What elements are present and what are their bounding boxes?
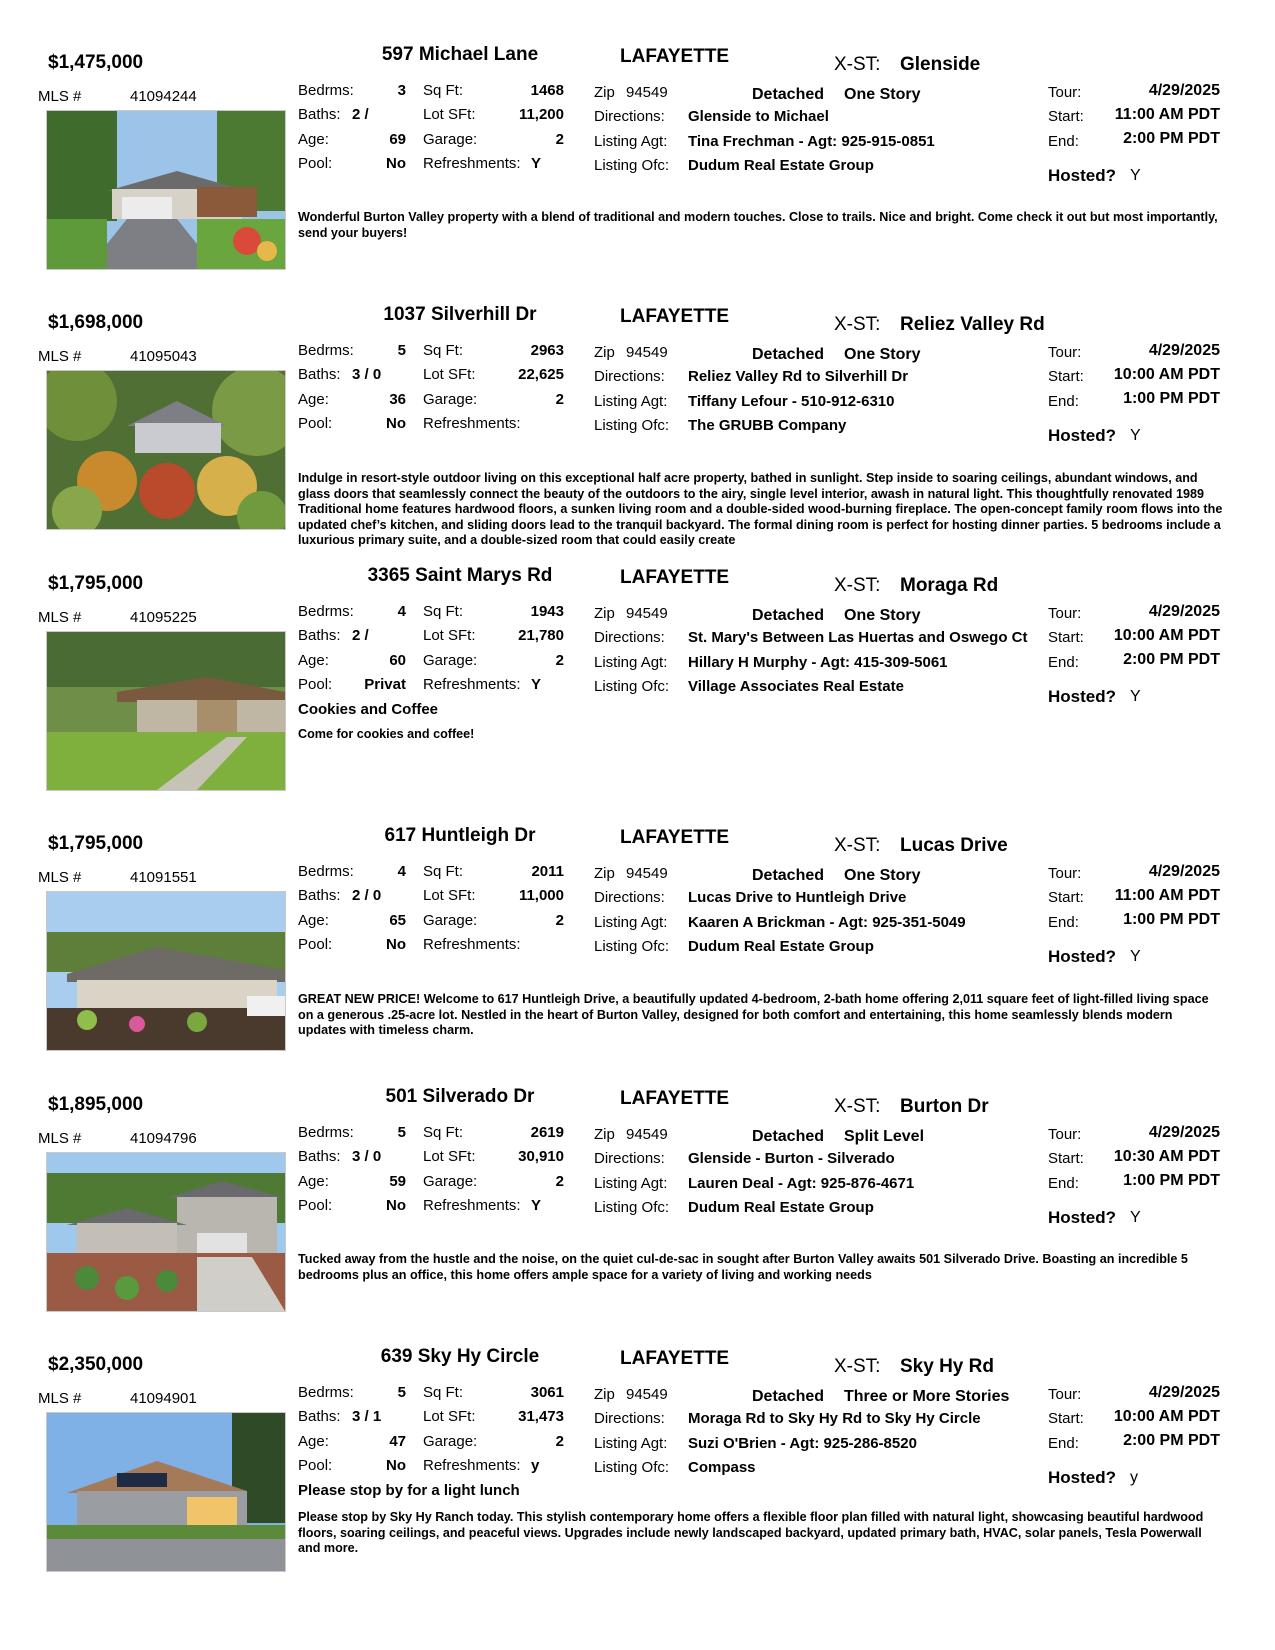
zip-value: 94549 [626,84,668,101]
sqft-value: 2619 [530,1124,564,1141]
directions-label: Directions: [594,108,665,125]
start-label: Start: [1048,1410,1084,1427]
listing-card [0,817,1275,1077]
tour-date: 4/29/2025 [1148,1124,1220,1141]
property-photo[interactable] [46,631,286,791]
end-time: 1:00 PM PDT [1123,390,1220,407]
start-time: 10:00 AM PDT [1113,366,1220,383]
cross-street: Sky Hy Rd [900,1356,994,1377]
bedrms-value: 5 [397,342,406,359]
property-style: One Story [844,607,921,624]
cross-street-label: X-ST: [834,54,881,75]
lotsft-label: Lot SFt: [423,1408,476,1425]
age-label: Age: [298,131,329,148]
city: LAFAYETTE [620,306,730,327]
end-label: End: [1048,1175,1079,1192]
listing-office: Compass [688,1459,756,1476]
mls-number: 41095225 [130,609,197,626]
listing-agent: Tiffany Lefour - 510-912-6310 [688,393,895,410]
property-style: Split Level [844,1128,925,1145]
zip-value: 94549 [626,1386,668,1403]
mls-label: MLS # [38,1390,82,1407]
cross-street: Moraga Rd [900,575,999,596]
baths-label: Baths: [298,627,341,644]
property-style: One Story [844,867,921,884]
listing-office: The GRUBB Company [688,417,847,434]
directions-label: Directions: [594,1410,665,1427]
zip-value: 94549 [626,344,668,361]
hosted-label: Hosted? [1048,166,1116,185]
price: $1,795,000 [48,833,144,854]
open-house-note: Cookies and Coffee [298,701,439,718]
property-photo[interactable] [46,1152,286,1312]
zip-label: Zip [594,865,615,882]
bedrms-value: 4 [397,863,406,880]
listing-card [0,1078,1275,1338]
directions-value: St. Mary's Between Las Huertas and Oswego Ct [688,629,1028,646]
lotsft-label: Lot SFt: [423,627,476,644]
address: 1037 Silverhill Dr [383,304,537,325]
sqft-label: Sq Ft: [423,603,464,620]
start-label: Start: [1048,889,1084,906]
refreshments-label: Refreshments: [423,155,521,172]
property-type: Detached [752,86,825,103]
tour-label: Tour: [1048,344,1082,361]
sqft-label: Sq Ft: [423,863,464,880]
age-label: Age: [298,652,329,669]
age-value: 69 [389,131,406,148]
sqft-value: 1943 [530,603,564,620]
cross-street-label: X-ST: [834,314,881,335]
price: $1,795,000 [48,573,144,594]
bedrms-label: Bedrms: [298,342,354,359]
listing-office-label: Listing Ofc: [594,1459,670,1476]
baths-label: Baths: [298,106,341,123]
listing-description: GREAT NEW PRICE! Welcome to 617 Huntleigh Drive, a beautifully updated 4-bedroom, 2-bath home offering 2,011 square feet of light-filled living space on a generous .25-acre lot. Nestled in the heart of Burton Valley, designed for both comfort and entertaining, this home seamlessly blends modern updates with timeless charm. [298,992,1209,1037]
listing-office-label: Listing Ofc: [594,157,670,174]
zip-label: Zip [594,84,615,101]
pool-value: No [386,936,406,953]
tour-date: 4/29/2025 [1148,342,1220,359]
property-photo[interactable] [46,370,286,530]
listing-agent-label: Listing Agt: [594,393,668,410]
baths-value: 3 / 1 [352,1408,382,1425]
tour-date: 4/29/2025 [1148,603,1220,620]
mls-number: 41094796 [130,1130,197,1147]
directions-value: Lucas Drive to Huntleigh Drive [688,889,907,906]
baths-value: 3 / 0 [352,366,382,383]
listing-agent: Suzi O'Brien - Agt: 925-286-8520 [688,1435,917,1452]
property-type: Detached [752,346,825,363]
hosted-value: y [1130,1469,1138,1486]
pool-label: Pool: [298,1197,333,1214]
pool-label: Pool: [298,1457,333,1474]
listing-description: Wonderful Burton Valley property with a blend of traditional and modern touches. Close to trails. Nice and bright. Come check it out but most importantly, send your buyers! [298,210,1218,240]
listing-card [0,557,1275,817]
age-label: Age: [298,912,329,929]
end-label: End: [1048,914,1079,931]
city: LAFAYETTE [620,567,730,588]
listing-agent: Hillary H Murphy - Agt: 415-309-5061 [688,654,948,671]
lotsft-label: Lot SFt: [423,887,476,904]
refreshments-value: Y [531,676,542,693]
pool-value: No [386,1197,406,1214]
directions-label: Directions: [594,1150,665,1167]
pool-label: Pool: [298,676,333,693]
zip-label: Zip [594,1126,615,1143]
directions-label: Directions: [594,889,665,906]
address: 501 Silverado Dr [385,1086,535,1107]
price: $1,895,000 [48,1094,144,1115]
lotsft-value: 22,625 [518,366,564,383]
baths-label: Baths: [298,887,341,904]
property-photo[interactable] [46,891,286,1051]
garage-label: Garage: [423,912,478,929]
listing-agent-label: Listing Agt: [594,914,668,931]
listing-office: Dudum Real Estate Group [688,1199,874,1216]
city: LAFAYETTE [620,1348,730,1369]
listing-agent: Kaaren A Brickman - Agt: 925-351-5049 [688,914,966,931]
mls-number: 41094901 [130,1390,197,1407]
pool-label: Pool: [298,415,333,432]
refreshments-label: Refreshments: [423,936,521,953]
lotsft-label: Lot SFt: [423,1148,476,1165]
hosted-value: Y [1130,688,1141,705]
lotsft-value: 21,780 [518,627,564,644]
sqft-value: 2011 [531,863,564,880]
refreshments-value: Y [531,155,542,172]
cross-street-label: X-ST: [834,1356,881,1377]
listing-card [0,36,1275,296]
lotsft-value: 11,000 [518,887,564,904]
mls-number: 41091551 [130,869,197,886]
lotsft-label: Lot SFt: [423,106,476,123]
hosted-label: Hosted? [1048,947,1116,966]
cross-street-label: X-ST: [834,1096,881,1117]
mls-label: MLS # [38,609,82,626]
directions-value: Glenside - Burton - Silverado [688,1150,895,1167]
start-label: Start: [1048,108,1084,125]
listing-agent-label: Listing Agt: [594,654,668,671]
baths-label: Baths: [298,1148,341,1165]
property-style: Three or More Stories [844,1388,1010,1405]
sqft-label: Sq Ft: [423,1384,464,1401]
start-label: Start: [1048,629,1084,646]
age-label: Age: [298,1173,329,1190]
listing-card [0,296,1275,556]
bedrms-label: Bedrms: [298,82,354,99]
listing-office: Dudum Real Estate Group [688,938,874,955]
baths-value: 2 / [352,106,369,123]
tour-date: 4/29/2025 [1148,1384,1220,1401]
directions-value: Glenside to Michael [688,108,829,125]
age-value: 36 [389,391,406,408]
property-photo[interactable] [46,1412,286,1572]
age-label: Age: [298,391,329,408]
pool-value: No [386,1457,406,1474]
zip-label: Zip [594,605,615,622]
bedrms-label: Bedrms: [298,863,354,880]
listing-card [0,1338,1275,1598]
garage-label: Garage: [423,391,478,408]
garage-value: 2 [555,1433,564,1450]
garage-value: 2 [555,391,564,408]
zip-value: 94549 [626,1126,668,1143]
price: $2,350,000 [48,1354,144,1375]
sqft-label: Sq Ft: [423,82,464,99]
mls-label: MLS # [38,88,82,105]
cross-street: Glenside [900,54,981,75]
end-label: End: [1048,393,1079,410]
city: LAFAYETTE [620,827,730,848]
start-time: 11:00 AM PDT [1114,106,1220,123]
refreshments-label: Refreshments: [423,1457,521,1474]
pool-value: No [386,415,406,432]
end-label: End: [1048,1435,1079,1452]
end-label: End: [1048,133,1079,150]
bedrms-label: Bedrms: [298,603,354,620]
bedrms-label: Bedrms: [298,1124,354,1141]
baths-value: 3 / 0 [352,1148,382,1165]
garage-value: 2 [555,912,564,929]
listing-agent: Tina Frechman - Agt: 925-915-0851 [688,133,935,150]
property-style: One Story [844,346,921,363]
lotsft-value: 31,473 [518,1408,564,1425]
cross-street: Burton Dr [900,1096,989,1117]
pool-value: Privat [364,676,406,693]
directions-label: Directions: [594,368,665,385]
tour-label: Tour: [1048,605,1082,622]
bedrms-value: 5 [397,1124,406,1141]
mls-number: 41094244 [130,88,197,105]
zip-value: 94549 [626,865,668,882]
garage-label: Garage: [423,652,478,669]
address: 639 Sky Hy Circle [380,1346,540,1367]
tour-label: Tour: [1048,84,1082,101]
listing-description: Please stop by Sky Hy Ranch today. This stylish contemporary home offers a flexible floor plan filled with natural light, showcasing beautiful hardwood floors, soaring ceilings, and peaceful views. Upgrades include newly landscaped backyard, updated primary bath, HVAC, solar panels, Tesla Powerwall and more. [298,1510,1204,1555]
hosted-value: Y [1130,167,1141,184]
age-value: 60 [389,652,406,669]
mls-number: 41095043 [130,348,197,365]
property-photo[interactable] [46,110,286,270]
cross-street: Lucas Drive [900,835,1008,856]
directions-value: Reliez Valley Rd to Silverhill Dr [688,368,909,385]
age-value: 59 [389,1173,406,1190]
pool-label: Pool: [298,155,333,172]
tour-date: 4/29/2025 [1148,82,1220,99]
tour-date: 4/29/2025 [1148,863,1220,880]
hosted-label: Hosted? [1048,1208,1116,1227]
hosted-value: Y [1130,427,1141,444]
zip-label: Zip [594,1386,615,1403]
hosted-label: Hosted? [1048,1468,1116,1487]
directions-value: Moraga Rd to Sky Hy Rd to Sky Hy Circle [688,1410,981,1427]
pool-label: Pool: [298,936,333,953]
lotsft-value: 11,200 [518,106,564,123]
listing-agent-label: Listing Agt: [594,1435,668,1452]
sqft-value: 3061 [530,1384,564,1401]
cross-street-label: X-ST: [834,835,881,856]
garage-label: Garage: [423,131,478,148]
price: $1,475,000 [48,52,144,73]
refreshments-value: Y [531,1197,542,1214]
garage-value: 2 [555,652,564,669]
city: LAFAYETTE [620,1088,730,1109]
listing-agent: Lauren Deal - Agt: 925-876-4671 [688,1175,915,1192]
hosted-label: Hosted? [1048,426,1116,445]
refreshments-label: Refreshments: [423,1197,521,1214]
start-time: 10:30 AM PDT [1113,1148,1220,1165]
bedrms-value: 4 [397,603,406,620]
baths-label: Baths: [298,1408,341,1425]
end-time: 1:00 PM PDT [1123,911,1220,928]
end-time: 2:00 PM PDT [1123,651,1220,668]
property-type: Detached [752,867,825,884]
bedrms-label: Bedrms: [298,1384,354,1401]
listing-office-label: Listing Ofc: [594,678,670,695]
lotsft-label: Lot SFt: [423,366,476,383]
listing-office-label: Listing Ofc: [594,938,670,955]
end-label: End: [1048,654,1079,671]
hosted-value: Y [1130,1209,1141,1226]
garage-label: Garage: [423,1173,478,1190]
mls-label: MLS # [38,348,82,365]
directions-label: Directions: [594,629,665,646]
mls-label: MLS # [38,869,82,886]
age-label: Age: [298,1433,329,1450]
start-label: Start: [1048,1150,1084,1167]
garage-value: 2 [555,1173,564,1190]
bedrms-value: 5 [397,1384,406,1401]
property-type: Detached [752,1128,825,1145]
age-value: 65 [389,912,406,929]
listing-description: Indulge in resort-style outdoor living on this exceptional half acre property, bathed in sunlight. Step inside to soaring ceilings, abundant windows, and glass doors that seamlessly connect the beauty of the outdoors to the airy, single level interior, awash in natural light. This thoughtfully renovated 1989 Traditional home features hardwood floors, a sunken living room and a double-sided wood-burning fireplace. The open-concept family room flows into the updated chef’s kitchen, and sliding doors lead to the tranquil backyard. The formal dining room is perfect for hosting dinner parties. 5 bedrooms include a luxurious primary suite, and a double-sized room that could easily create [298,471,1223,547]
end-time: 2:00 PM PDT [1123,130,1220,147]
listing-description: Tucked away from the hustle and the noise, on the quiet cul-de-sac in sought after Burton Valley awaits 501 Silverado Drive. Boasting an incredible 5 bedrooms plus an office, this home offers ample space for a variety of living and working needs [298,1252,1188,1282]
listing-office: Village Associates Real Estate [688,678,904,695]
sqft-value: 2963 [530,342,564,359]
property-type: Detached [752,1388,825,1405]
listing-office: Dudum Real Estate Group [688,157,874,174]
baths-value: 2 / 0 [352,887,382,904]
pool-value: No [386,155,406,172]
refreshments-label: Refreshments: [423,676,521,693]
end-time: 2:00 PM PDT [1123,1432,1220,1449]
bedrms-value: 3 [397,82,406,99]
property-type: Detached [752,607,825,624]
listing-office-label: Listing Ofc: [594,1199,670,1216]
zip-value: 94549 [626,605,668,622]
price: $1,698,000 [48,312,144,333]
tour-label: Tour: [1048,865,1082,882]
hosted-value: Y [1130,948,1141,965]
hosted-label: Hosted? [1048,687,1116,706]
address: 597 Michael Lane [381,44,539,65]
end-time: 1:00 PM PDT [1123,1172,1220,1189]
listing-description: Come for cookies and coffee! [298,727,475,741]
city: LAFAYETTE [620,46,730,67]
start-time: 10:00 AM PDT [1113,1408,1220,1425]
address: 3365 Saint Marys Rd [367,565,553,586]
refreshments-value: y [531,1457,540,1474]
listing-agent-label: Listing Agt: [594,133,668,150]
cross-street: Reliez Valley Rd [900,314,1045,335]
lotsft-value: 30,910 [518,1148,564,1165]
baths-value: 2 / [352,627,369,644]
start-time: 11:00 AM PDT [1114,887,1220,904]
tour-label: Tour: [1048,1386,1082,1403]
tour-label: Tour: [1048,1126,1082,1143]
baths-label: Baths: [298,366,341,383]
zip-label: Zip [594,344,615,361]
sqft-value: 1468 [530,82,564,99]
listing-agent-label: Listing Agt: [594,1175,668,1192]
mls-label: MLS # [38,1130,82,1147]
garage-label: Garage: [423,1433,478,1450]
open-house-note: Please stop by for a light lunch [298,1482,520,1499]
garage-value: 2 [555,131,564,148]
age-value: 47 [389,1433,406,1450]
listing-office-label: Listing Ofc: [594,417,670,434]
start-time: 10:00 AM PDT [1113,627,1220,644]
refreshments-label: Refreshments: [423,415,521,432]
property-style: One Story [844,86,921,103]
address: 617 Huntleigh Dr [384,825,536,846]
start-label: Start: [1048,368,1084,385]
sqft-label: Sq Ft: [423,1124,464,1141]
sqft-label: Sq Ft: [423,342,464,359]
cross-street-label: X-ST: [834,575,881,596]
